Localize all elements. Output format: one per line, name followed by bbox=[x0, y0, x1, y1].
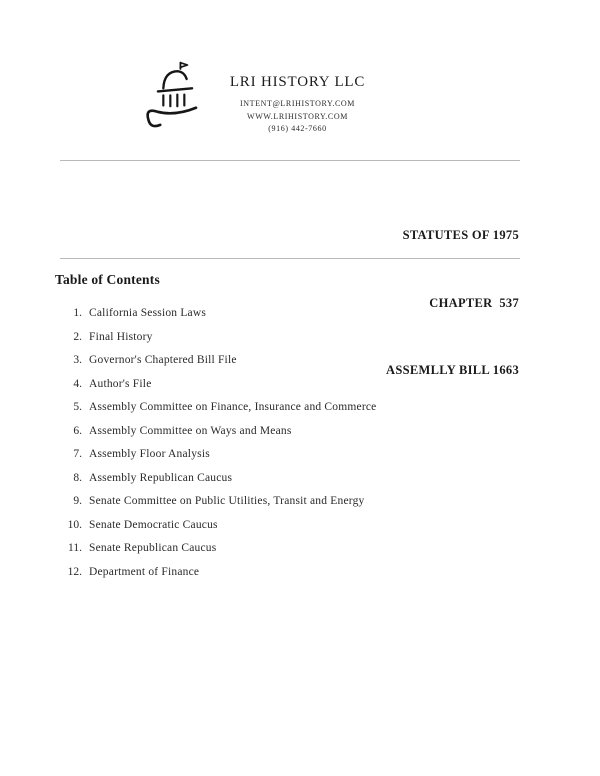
toc-item-label: Assembly Floor Analysis bbox=[89, 448, 210, 460]
toc-heading: Table of Contents bbox=[55, 272, 160, 287]
bill-line: ASSEMLLY BILL 1663 bbox=[386, 363, 519, 377]
toc-item-label: Senate Committee on Public Utilities, Transit and Energy bbox=[89, 495, 365, 507]
toc-item bbox=[55, 306, 525, 320]
toc-item-label: Author's File bbox=[89, 377, 152, 390]
toc-item bbox=[55, 424, 525, 438]
toc-item bbox=[55, 353, 525, 367]
toc-item-label: Governor's Chaptered Bill File bbox=[89, 354, 237, 366]
toc-item-label: California Session Laws bbox=[89, 307, 207, 319]
toc-item-label: Senate Republican Caucus bbox=[89, 542, 217, 554]
toc-item bbox=[55, 400, 525, 414]
toc-item-number: 9. bbox=[73, 495, 82, 507]
company-name: LRI HISTORY LLC bbox=[229, 74, 366, 90]
toc-item-number: 12. bbox=[67, 565, 82, 578]
toc-item bbox=[55, 377, 525, 391]
toc-item-number: 4. bbox=[73, 377, 82, 390]
statutes-line: STATUTES OF 1975 bbox=[402, 228, 519, 242]
toc-item-number: 1. bbox=[73, 307, 82, 319]
company-phone: (916) 442-7660 bbox=[268, 124, 327, 133]
divider-top bbox=[60, 160, 520, 161]
toc-item-number: 3. bbox=[73, 354, 82, 366]
toc-item-label: Final History bbox=[89, 330, 153, 343]
toc-item bbox=[55, 565, 525, 579]
toc-item bbox=[55, 494, 525, 508]
toc-item-number: 6. bbox=[73, 424, 82, 437]
toc-item-number: 7. bbox=[73, 448, 82, 460]
chapter-line: CHAPTER 537 bbox=[429, 295, 519, 310]
toc-item-label: Senate Democratic Caucus bbox=[89, 518, 218, 531]
toc-item-label: Assembly Committee on Ways and Means bbox=[89, 424, 292, 437]
toc-item bbox=[55, 330, 525, 344]
toc-item bbox=[55, 541, 525, 555]
toc-list bbox=[55, 306, 525, 588]
toc-item-number: 5. bbox=[73, 401, 82, 413]
toc-item-number: 10. bbox=[67, 518, 82, 531]
toc-item bbox=[55, 447, 525, 461]
toc-item bbox=[55, 471, 525, 485]
toc-item-number: 2. bbox=[73, 330, 82, 343]
letterhead bbox=[205, 74, 390, 136]
toc-item-label: Department of Finance bbox=[89, 565, 200, 578]
toc-item bbox=[55, 518, 525, 532]
toc-item-label: Assembly Committee on Finance, Insurance and Commerce bbox=[89, 401, 377, 413]
company-email: INTENT@LRIHISTORY.COM bbox=[239, 99, 355, 108]
toc-item-number: 11. bbox=[68, 542, 82, 554]
capitol-logo-icon bbox=[140, 58, 210, 142]
company-website: WWW.LRIHISTORY.COM bbox=[247, 111, 348, 121]
toc-item-number: 8. bbox=[73, 471, 82, 484]
toc-item-label: Assembly Republican Caucus bbox=[89, 471, 233, 484]
